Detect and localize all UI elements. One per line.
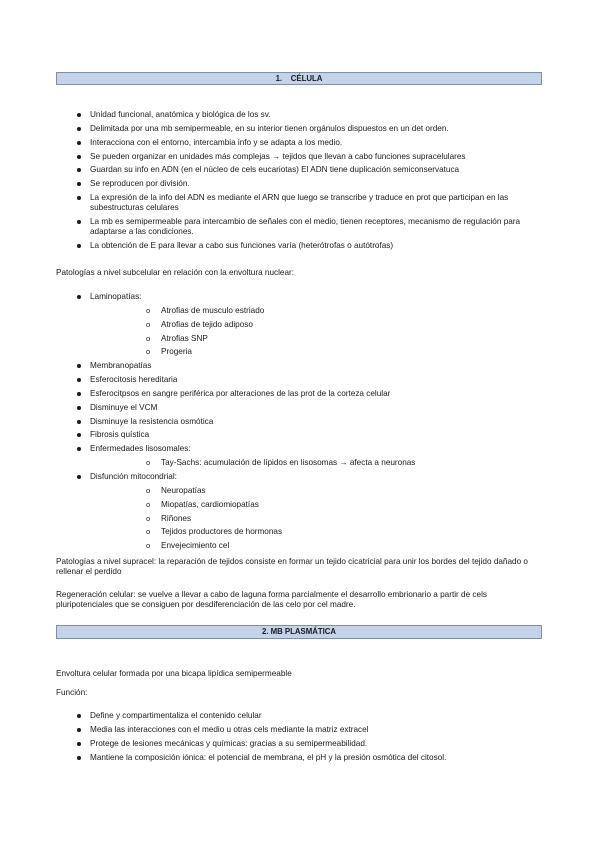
list-item (56, 725, 546, 735)
list-item-text: Envejecimiento cel (161, 541, 230, 551)
list-item-text: Mantiene la composición iónica: el potencial de membrana, el pH y la presión osmótica del citosol. (90, 752, 447, 762)
list-item (56, 165, 546, 175)
list-item (56, 124, 546, 134)
list-item-text: Tejidos productores de hormonas (161, 527, 283, 537)
list-item-text: Media las interacciones con el medio u otras cels mediante la matriz extracel (90, 724, 369, 734)
list-item-text: Delimitada por una mb semipermeable, en su interior tienen orgánulos dispuestos en un det orden. (90, 123, 449, 133)
patologias-list (56, 292, 546, 555)
celula-bullet-list (56, 110, 546, 255)
list-item (56, 403, 546, 413)
list-item-text: Fibrosis quística (90, 430, 150, 440)
list-item-text: La obtención de E para llevar a cabo sus funciones varía (heterótrofas o autótrofas) (90, 241, 394, 251)
list-item (90, 320, 546, 330)
list-item-text: Membranopatías (90, 361, 152, 371)
list-item (56, 152, 546, 162)
list-item (56, 430, 546, 440)
patologias-intro: Patologías a nivel subcelular en relación con la envoltura nuclear: (56, 268, 295, 277)
list-item (56, 389, 546, 399)
list-item-text: Laminopatías: (90, 292, 142, 301)
supracel-paragraph: Patologías a nivel supracel: la reparación de tejidos consiste en formar un tejido cicatricial para unir los bordes del tejido dañado o rellenar el perdido (56, 557, 528, 577)
list-item-text: Tay-Sachs: acumulación de lípidos en lisosomas → afecta a neuronas (161, 458, 416, 468)
sub-list (90, 458, 546, 468)
list-item (90, 334, 546, 344)
list-item (56, 110, 546, 120)
list-item-text: Atrofias de musculo estriado (161, 305, 265, 315)
list-item (56, 193, 546, 214)
list-item (56, 739, 546, 749)
list-item (90, 527, 546, 537)
list-item-text: Guardan su info en ADN (en el núcleo de cels eucariotas) El ADN tiene duplicación semiconservatuca (90, 165, 460, 175)
section-heading-mb-plasmatica: 2. MB PLASMÁTICA (56, 625, 542, 639)
list-item-text: Neuropatías (161, 485, 206, 495)
list-item (56, 361, 546, 371)
list-item (90, 541, 546, 551)
list-item-text: Disminuye el VCM (90, 402, 158, 412)
funcion-label: Función: (56, 688, 88, 697)
list-item (90, 458, 546, 468)
list-item (90, 486, 546, 496)
list-item-text: Atrofias de tejido adiposo (161, 319, 253, 329)
list-item-text: Atrofias SNP (161, 333, 208, 343)
list-item (56, 375, 546, 385)
list-item (90, 347, 546, 357)
list-item-text: Enfermedades lisosomales: (90, 444, 191, 454)
list-item (56, 179, 546, 189)
list-item-text: La mb es semipermeable para intercambio de señales con el medio, tienen receptores, mecanismo de regulación para adaptarse a las condiciones. (90, 217, 521, 237)
list-item-text: Esferocitosis hereditaria (90, 375, 178, 385)
list-item (56, 711, 546, 721)
list-item (90, 514, 546, 524)
list-item-text: Riñones (161, 513, 192, 523)
sub-list (90, 306, 546, 358)
list-item (56, 292, 546, 358)
list-item (56, 417, 546, 427)
list-item (56, 472, 546, 551)
list-item (56, 217, 546, 238)
list-item (90, 306, 546, 316)
list-item-text: Define y compartimentaliza el contenido celular (90, 711, 262, 720)
list-item-text: Progeria (161, 347, 192, 357)
sub-list (90, 486, 546, 552)
list-item-text: Protege de lesiones mecánicas y químicas: gracias a su semipermeabilidad. (90, 738, 368, 748)
list-item (56, 753, 546, 763)
list-item-text: La expresión de la info del ADN es mediante el ARN que luego se transcribe y traduce en prot que participan en las subestructuras celulares (90, 193, 509, 213)
list-item-text: Unidad funcional, anatómica y biológica de los sv. (90, 110, 271, 119)
list-item-text: Disfunción mitocondrial: (90, 471, 177, 481)
regeneracion-paragraph: Regeneración celular: se vuelve a llevar a cabo de laguna forma parcialmente el desarrollo embrionario a partir de cels pluripotenciales que se consiguen por desdiferenciación de las celo por cel madre. (56, 590, 487, 610)
list-item-text: Se reproducen por división. (90, 179, 190, 189)
section-heading-celula: 1. CÉLULA (56, 72, 542, 85)
list-item-text: Se pueden organizar en unidades más complejas → tejidos que llevan a cabo funciones supracelulares (90, 151, 466, 161)
list-item-text: Miopatías, cardiomiopatías (161, 499, 259, 509)
list-item (56, 444, 546, 468)
list-item-text: Esferocitpsos en sangre periférica por alteraciones de las prot de la corteza celular (90, 388, 391, 398)
list-item (56, 241, 546, 251)
list-item-text: Interacciona con el entorno, intercambia info y se adapta a los medio. (90, 137, 343, 147)
list-item (90, 500, 546, 510)
envoltura-paragraph: Envoltura celular formada por una bicapa lipídica semipermeable (56, 669, 292, 678)
list-item-text: Disminuye la resistencia osmótica (90, 416, 214, 426)
list-item (56, 138, 546, 148)
funcion-bullet-list (56, 711, 546, 766)
